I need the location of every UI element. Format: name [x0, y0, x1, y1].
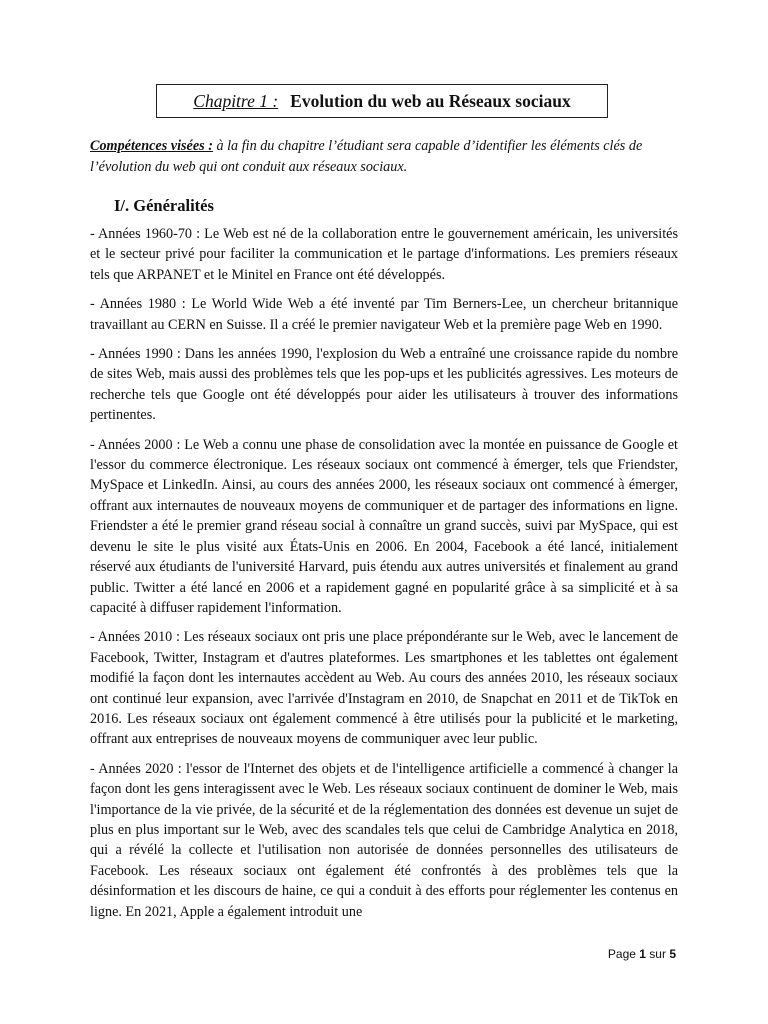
competences-block [90, 136, 680, 178]
page-word: Page [607, 947, 636, 961]
paragraph-2000: - Années 2000 : Le Web a connu une phase de consolidation avec la montée en puissance de Google et l'essor du commerce électronique. Les réseaux sociaux ont commencé à émerger, tels que Friendster, MySpace et LinkedIn. Ainsi, au cours des années 2000, les réseaux sociaux ont commencé à émerger, offrant aux internautes de nouveaux moyens de communiquer et de partager des informations en ligne. Friendster a été le premier grand réseau social à connaître un grand succès, suivi par MySpace, qui est devenu le site le plus visité aux États-Unis en 2006. En 2004, Facebook a été lancé, initialement réservé aux étudiants de l'université Harvard, puis étendu aux autres universités et finalement au grand public. Twitter a été lancé en 2006 et a rapidement gagné en popularité grâce à sa simplicité et à sa capacité à diffuser rapidement l'information. [90, 436, 678, 616]
chapter-label: Chapitre 1 : [193, 90, 279, 111]
of-word: sur [649, 947, 666, 961]
chapter-title-box [156, 84, 608, 118]
paragraph-1980: - Années 1980 : Le World Wide Web a été inventé par Tim Berners-Lee, un chercheur britannique travaillant au CERN en Suisse. Il a créé le premier navigateur Web et la première page Web en 1990. [90, 296, 678, 333]
current-page-number: 1 [639, 947, 646, 961]
body-text [90, 224, 678, 931]
paragraph-2020: - Années 2020 : l'essor de l'Internet des objets et de l'intelligence artificielle a commencé à changer la façon dont les gens interagissent avec le Web. Les réseaux sociaux continuent de dominer le Web, mais l'importance de la vie privée, de la sécurité et de la réglementation des données est devenue un sujet de plus en plus important sur le Web, avec des scandales tels que celui de Cambridge Analytica en 2018, qui a révélé la collecte et l'utilisation non autorisée de données personnelles des utilisateurs de Facebook. Les réseaux sociaux ont également été confrontés à des problèmes tels que la désinformation et les discours de haine, ce qui a conduit à des efforts pour réglementer les contenus en ligne. En 2021, Apple a également introduit une [90, 760, 678, 920]
paragraph-1990: - Années 1990 : Dans les années 1990, l'explosion du Web a entraîné une croissance rapide du nombre de sites Web, mais aussi des problèmes tels que les pop-ups et les publicités agressives. Les moteurs de recherche tels que Google ont été développés pour aider les utilisateurs à trouver des informations pertinentes. [90, 346, 678, 424]
competences-text: à la fin du chapitre l’étudiant sera capable d’identifier les éléments clés de l’évolution du web qui ont conduit aux réseaux sociaux. [90, 138, 643, 175]
total-pages-number: 5 [669, 947, 676, 961]
paragraph-2010: - Années 2010 : Les réseaux sociaux ont pris une place prépondérante sur le Web, avec le lancement de Facebook, Twitter, Instagram et d'autres plateformes. Les smartphones et les tablettes ont également modifié la façon dont les internautes accèdent au Web. Au cours des années 2010, les réseaux sociaux ont continué leur expansion, avec l'arrivée d'Instagram en 2010, de Snapchat en 2011 et de TikTok en 2016. Les réseaux sociaux ont également commencé à être utilisés pour la publicité et le marketing, offrant aux entreprises de nouveaux moyens de communiquer avec leur public. [90, 629, 678, 748]
chapter-title: Evolution du web au Réseaux sociaux [290, 90, 571, 111]
page-footer [608, 947, 676, 961]
section-heading: I/. Généralités [114, 196, 214, 215]
paragraph-1960: - Années 1960-70 : Le Web est né de la collaboration entre le gouvernement américain, les universités et le secteur privé pour faciliter la communication et le partage d'informations. Les premiers réseaux tels que ARPANET et le Minitel en France ont été développés. [90, 226, 678, 283]
competences-label: Compétences visées : [90, 138, 213, 154]
